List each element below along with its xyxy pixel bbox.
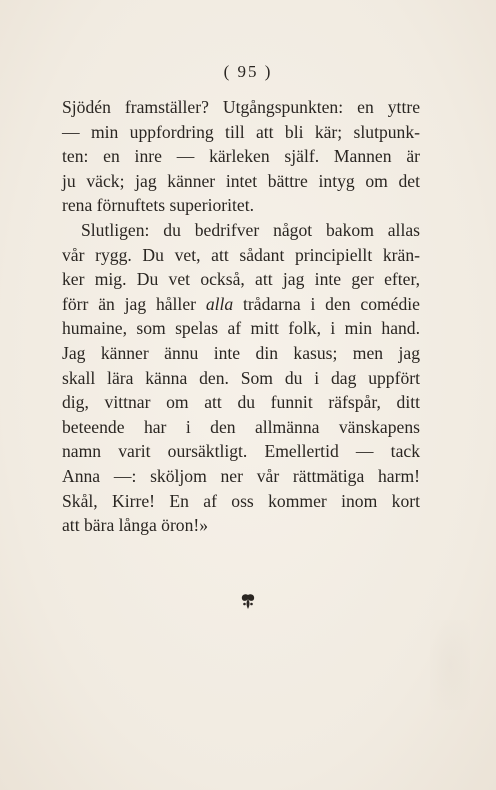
text-line: ju väck; jag känner intet bättre intyg om det (62, 170, 420, 191)
text-line-italic-word (62, 292, 420, 317)
text-line: att bära långa öron!» (62, 515, 209, 536)
text-line: Slutligen: du bedrifver något bakom allas (81, 219, 420, 240)
text-line: beteende har i den allmänna vänskapens (62, 416, 420, 437)
paper-stain (430, 620, 470, 710)
fleuron-icon (238, 592, 258, 612)
text-line: vår rygg. Du vet, att sådant principiellt krän- (62, 244, 420, 265)
text-line: dig, vittnar om att du funnit räfspår, ditt (62, 392, 420, 413)
text-line: namn varit oursäktligt. Emellertid — tack (62, 441, 420, 462)
text-line: ten: en inre — kärleken själf. Mannen är (62, 146, 420, 167)
text-line: ker mig. Du vet också, att jag inte ger efter, (62, 269, 420, 290)
text-line: Sjödén framställer? Utgångspunkten: en yttre (62, 97, 420, 117)
text-line: Anna —: sköljom ner vår rättmätiga harm! (62, 465, 420, 486)
body-text (62, 95, 420, 538)
text-line: humaine, som spelas af mitt folk, i min hand. (62, 318, 420, 339)
text-line: förr än jag håller alla trådarna i den comédie (62, 293, 420, 314)
emphasized-word: alla (205, 293, 234, 314)
text-line: Jag känner ännu inte din kasus; men jag (62, 342, 420, 363)
text-line: Skål, Kirre! En af oss kommer inom kort (62, 490, 420, 511)
text-line: skall lära känna den. Som du i dag uppfört (62, 367, 420, 388)
text-line: — min uppfordring till att bli kär; slutpunk- (62, 121, 420, 142)
text-line: rena förnuftets superioritet. (62, 195, 254, 216)
page-number: ( 95 ) (223, 62, 273, 81)
